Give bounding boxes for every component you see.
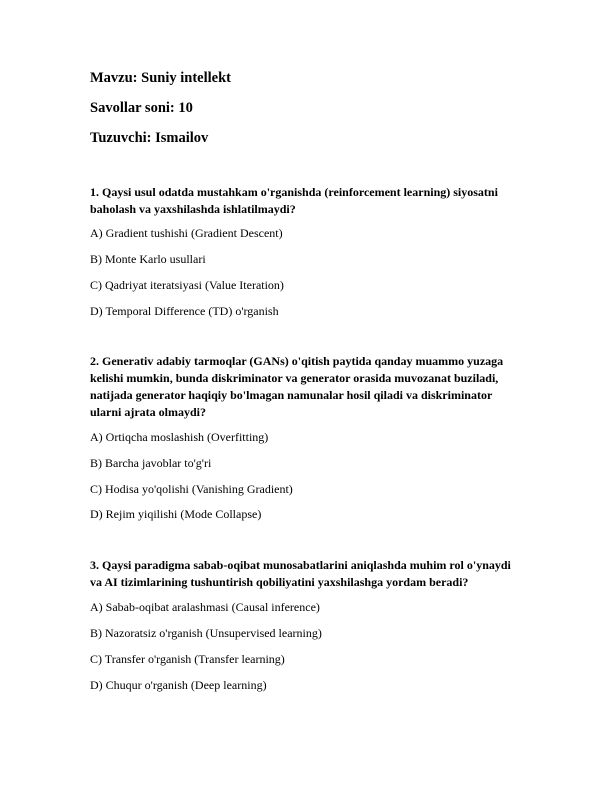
question-count-heading: Savollar soni: 10 — [90, 100, 193, 116]
question-2-option-b: B) Barcha javoblar to'g'ri — [90, 456, 212, 470]
author-heading: Tuzuvchi: Ismailov — [90, 130, 209, 146]
question-1-option-a: A) Gradient tushishi (Gradient Descent) — [90, 226, 283, 240]
question-2-option-d: D) Rejim yiqilishi (Mode Collapse) — [90, 507, 262, 521]
question-2-option-a: A) Ortiqcha moslashish (Overfitting) — [90, 430, 269, 444]
question-3-option-d: D) Chuqur o'rganish (Deep learning) — [90, 678, 267, 692]
question-2-option-c: C) Hodisa yo'qolishi (Vanishing Gradient) — [90, 482, 293, 496]
question-1-option-d: D) Temporal Difference (TD) o'rganish — [90, 304, 279, 318]
question-1-option-c: C) Qadriyat iteratsiyasi (Value Iteration) — [90, 278, 284, 292]
question-3-option-b: B) Nazoratsiz o'rganish (Unsupervised learning) — [90, 626, 322, 640]
question-3-option-a: A) Sabab-oqibat aralashmasi (Causal inference) — [90, 600, 320, 614]
topic-heading: Mavzu: Suniy intellekt — [90, 70, 231, 86]
question-3-option-c: C) Transfer o'rganish (Transfer learning) — [90, 652, 285, 666]
question-3-text: 3. Qaysi paradigma sabab-oqibat munosabatlarini aniqlashda muhim rol o'ynaydi va AI tizimlarining tushuntirish qobiliyatini yaxshilashga yordam beradi? — [90, 558, 511, 589]
question-2-text: 2. Generativ adabiy tarmoqlar (GANs) o'qitish paytida qanday muammo yuzaga kelishi mumkin, bunda diskriminator va generator orasida muvozanat buziladi, natijada generator haqiqiy bo'lmagan namunalar hosil qiladi va diskriminator ularni ajrata olmaydi? — [90, 354, 504, 419]
question-1-text: 1. Qaysi usul odatda mustahkam o'rganishda (reinforcement learning) siyosatni baholash va yaxshilashda ishlatilmaydi? — [90, 185, 498, 216]
question-1-option-b: B) Monte Karlo usullari — [90, 252, 206, 266]
